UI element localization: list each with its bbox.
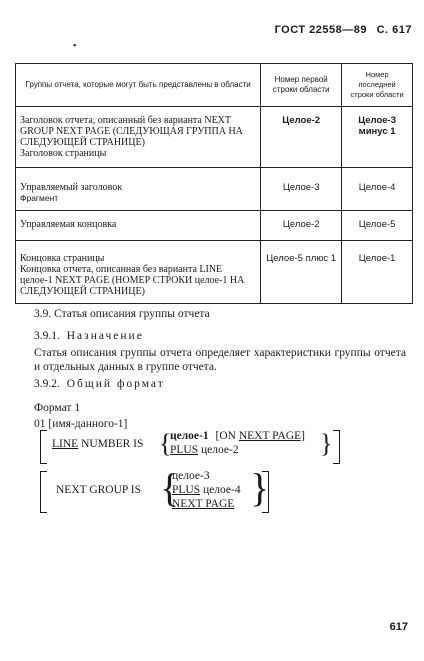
row-last: Целое-4: [342, 168, 413, 211]
row-desc: [16, 241, 261, 304]
level-line: 01 [имя-данного-1]: [34, 418, 128, 430]
table-row: [16, 211, 413, 241]
ng-option-2: [172, 484, 241, 496]
optional-bracket-left: [40, 430, 47, 464]
row-desc: [16, 107, 261, 168]
next-group-keyword: NEXT GROUP IS: [56, 484, 141, 496]
row-first: Целое-3: [261, 168, 342, 211]
optional-bracket-right: [262, 471, 269, 513]
optional-bracket-right: [333, 430, 340, 464]
row-first: Целое-5 плюс 1: [261, 241, 342, 304]
desc-line: Концовка страницы: [20, 253, 105, 264]
row-desc: [16, 168, 261, 211]
row-first: Целое-2: [261, 211, 342, 241]
line-option-1: [170, 430, 305, 442]
brace-close: }: [250, 465, 270, 510]
desc-line: Управляемый заголовок: [20, 182, 123, 193]
keyword-number-is: NUMBER IS: [81, 438, 144, 450]
opt-integer-2: целое-2: [201, 444, 239, 456]
subsection-format-heading: [34, 378, 165, 390]
brace-close: }: [320, 429, 333, 458]
opt-plus: PLUS: [172, 484, 201, 496]
desc-line: Заголовок отчета, описанный без варианта NEXT GROUP NEXT PAGE (СЛЕДУЮЩАЯ ГРУППА НА СЛЕДУЮЩЕЙ СТРАНИЦЕ): [20, 115, 243, 148]
stray-dot: •: [73, 41, 77, 52]
ng-option-1: целое-3: [172, 470, 210, 482]
subsection-number: 3.9.2.: [34, 378, 60, 390]
line-option-2: [170, 444, 239, 456]
desc-line: Заголовок страницы: [20, 148, 107, 159]
optional-bracket-left: [40, 471, 47, 513]
opt-integer-4: целое-4: [203, 484, 241, 496]
section-heading: 3.9. Статья описания группы отчета: [34, 308, 210, 320]
col-header-last-line: Номер последней строки области: [342, 64, 413, 107]
subsection-purpose-heading: [34, 330, 144, 342]
table-row: [16, 168, 413, 211]
opt-plus: PLUS: [170, 444, 199, 456]
opt-on: [ON: [215, 430, 236, 442]
row-desc: [16, 211, 261, 241]
desc-line: Концовка отчета, описанная без варианта LINE целое-1 NEXT PAGE (НОМЕР СТРОКИ целое-1 НА СЛЕДУЮЩЕЙ СТРАНИЦЕ): [20, 264, 245, 297]
page-header: [275, 24, 412, 36]
desc-line: Фрагмент: [20, 193, 59, 203]
row-last: Целое-5: [342, 211, 413, 241]
row-first: Целое-2: [261, 107, 342, 168]
subsection-title: Назначение: [66, 330, 144, 342]
page-number: 617: [389, 621, 408, 633]
table-header-row: [16, 64, 413, 107]
col-header-first-line: Номер первой строки области: [261, 64, 342, 107]
subsection-number: 3.9.1.: [34, 330, 60, 342]
subsection-title: Общий формат: [66, 378, 165, 390]
standard-code: ГОСТ 22558—89: [274, 24, 368, 36]
purpose-paragraph: Статья описания группы отчета определяет характеристики группы отчета и отдельных данных в группе отчета.: [34, 347, 406, 373]
col-header-groups: Группы отчета, которые могут быть представлены в области: [16, 64, 261, 107]
brace-open: {: [159, 429, 172, 458]
report-groups-table: [15, 63, 413, 304]
opt-integer-1: целое-1: [170, 430, 209, 442]
row-last: Целое-1: [342, 241, 413, 304]
table-row: [16, 107, 413, 168]
line-number-clause: [52, 438, 143, 450]
format-label: Формат 1: [34, 402, 81, 414]
page-indicator: С. 617: [376, 24, 412, 36]
opt-next-page: NEXT PAGE]: [238, 430, 305, 442]
desc-line: Управляемая концовка: [20, 219, 117, 230]
row-last: Целое-3 минус 1: [342, 107, 413, 168]
ng-option-3: NEXT PAGE: [172, 498, 235, 510]
keyword-line: LINE: [52, 438, 79, 450]
brace-open: {: [160, 465, 180, 510]
table-row: [16, 241, 413, 304]
